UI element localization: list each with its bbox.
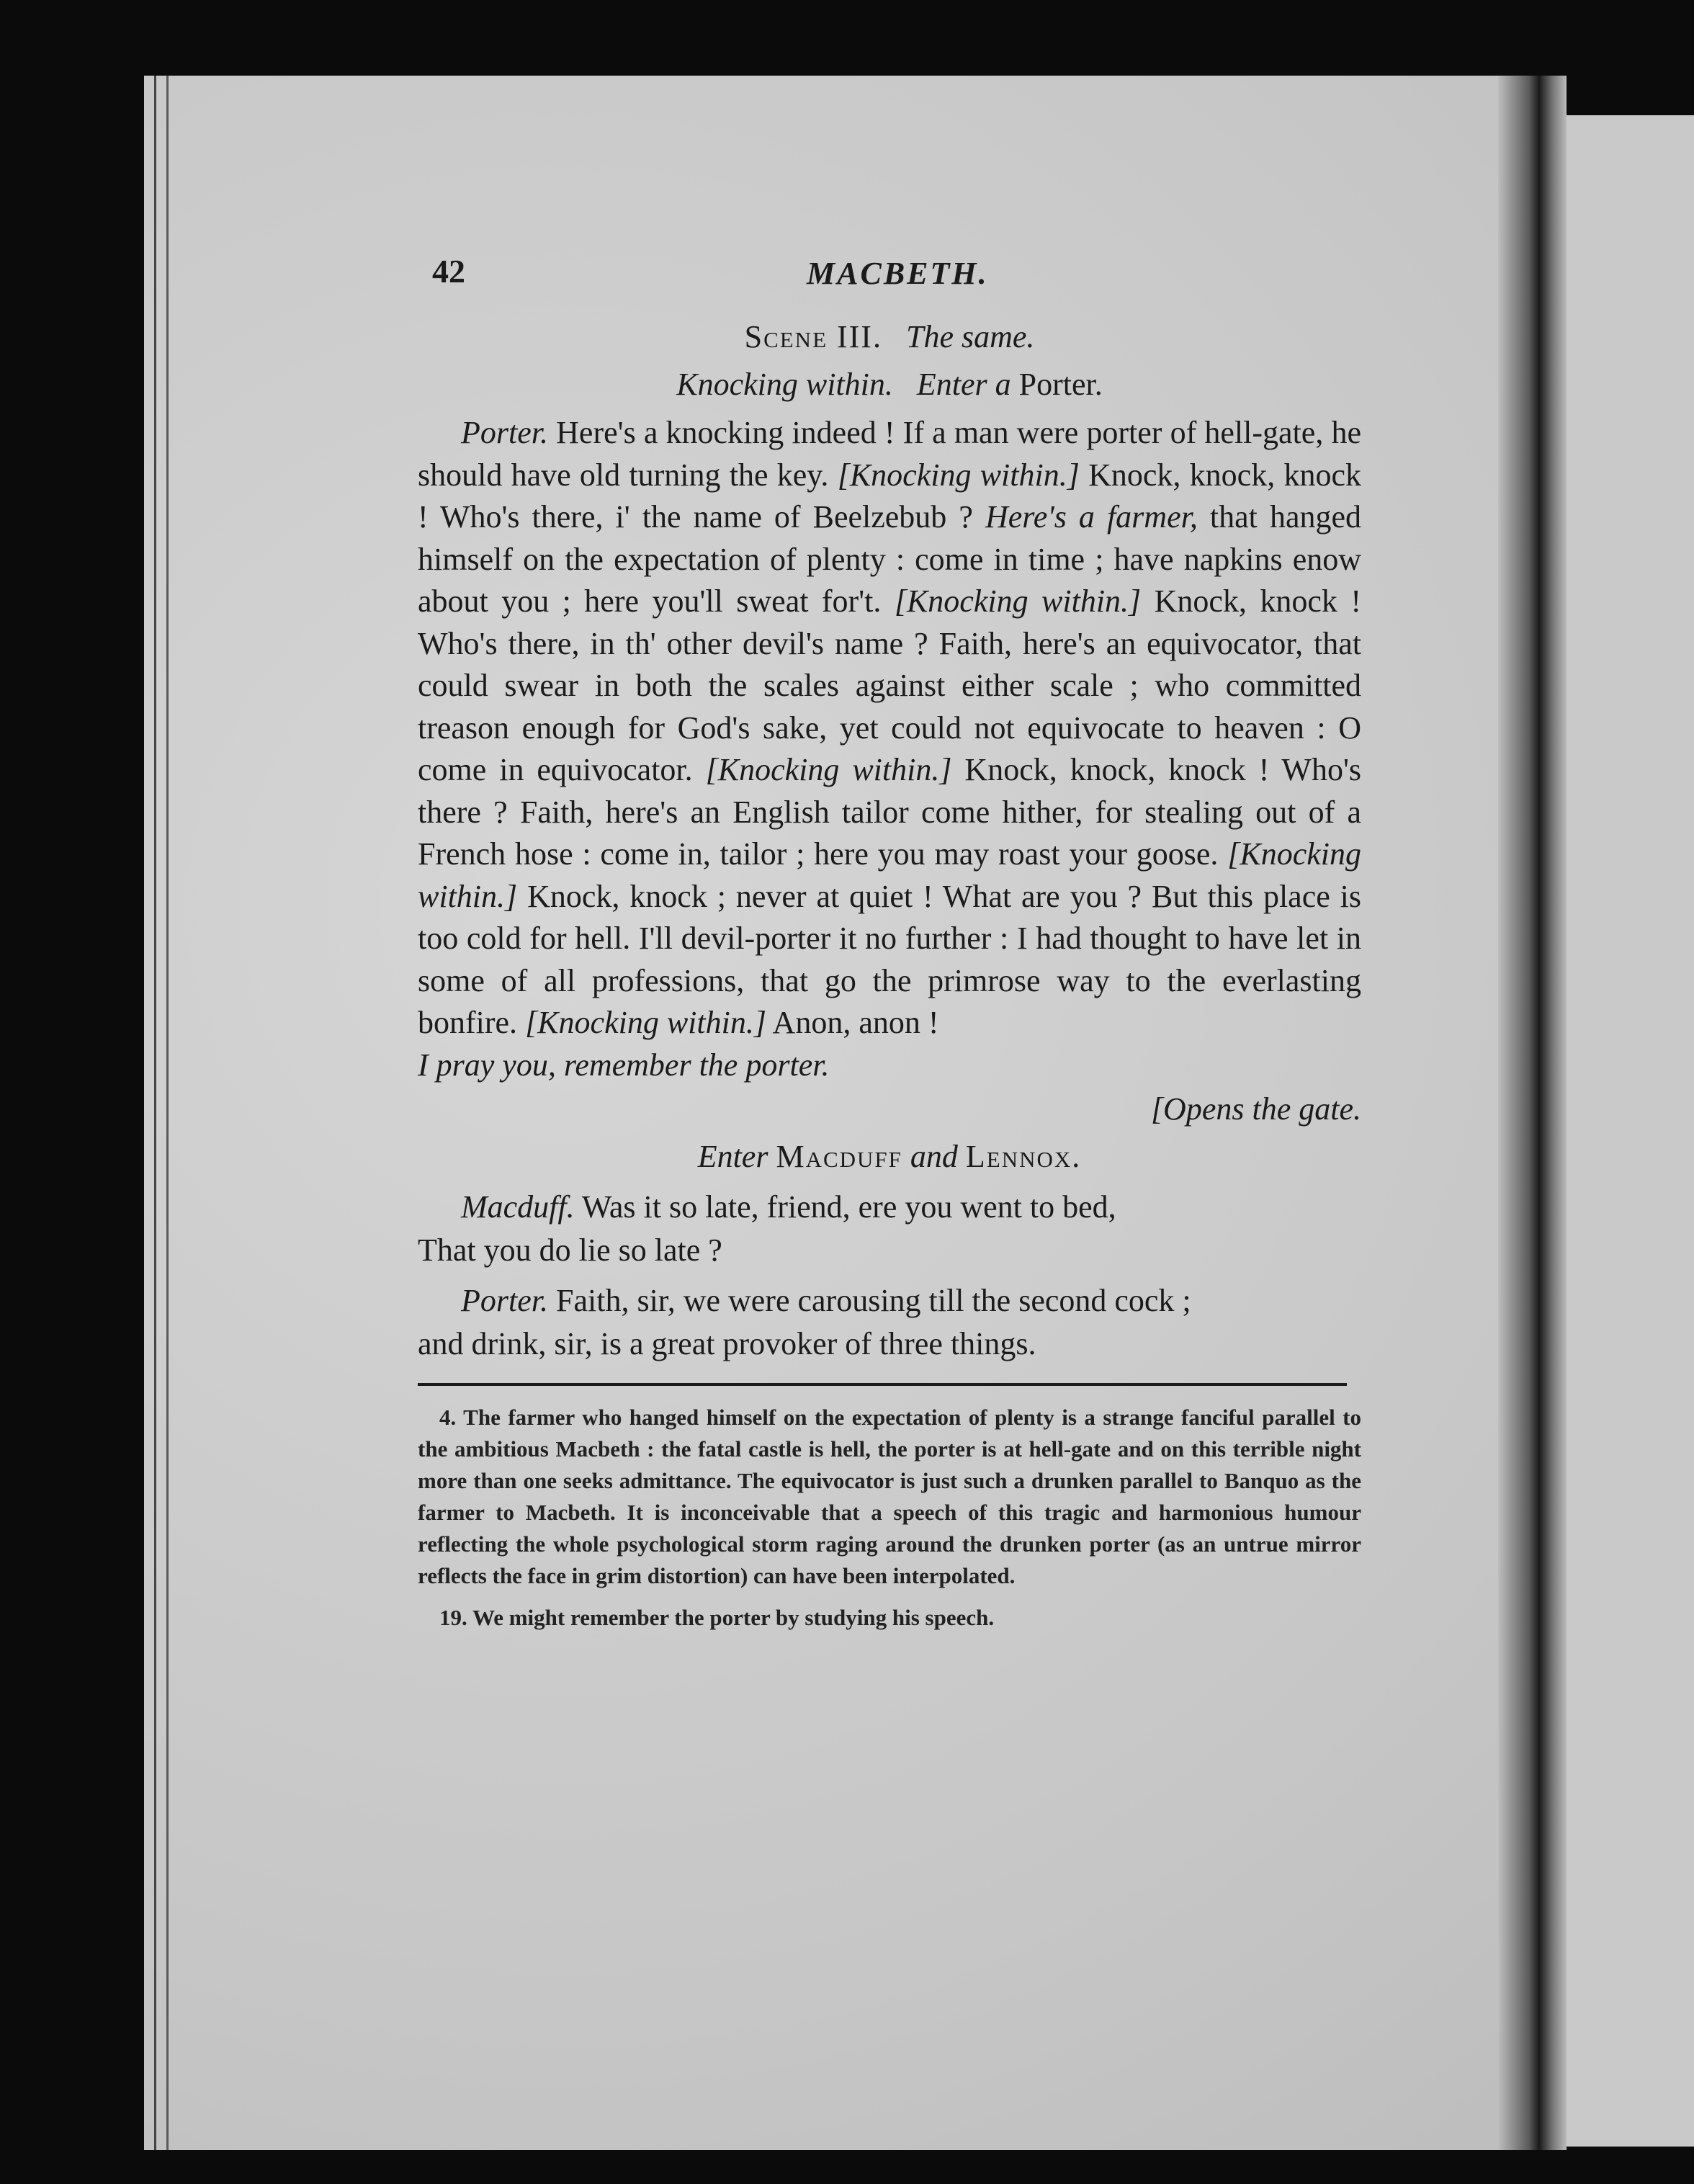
porter-reply [418,1279,1361,1366]
porter-speech [418,412,1361,1086]
page-edge-lines [154,76,169,2150]
verse-text: Was it so late, friend, ere you went to bed, [581,1189,1116,1225]
page-header [418,245,1361,310]
scene-place: The same. [905,319,1035,354]
speech-quote: I pray you, remember the porter. [418,1047,830,1083]
running-title: MACBETH. [807,256,989,291]
book-gutter [1498,76,1567,2150]
opens-gate-direction: [Opens the gate. [1150,1091,1361,1127]
verse-text: That you do lie so late ? [418,1232,722,1268]
facing-page-edge [1567,115,1694,2147]
page-text-block [418,245,1361,1644]
speech-text: Knock, knock ! Who's there, in th' other devil's name ? Faith, here's an equivocator, that could swear in both the scales against either scale ; who committed treason enough for God's sake, yet could not equivocate to heaven : O come in equivocator. [418,583,1361,787]
verse-line [418,1229,1361,1272]
speech-text: Anon, anon ! [772,1005,939,1040]
footnote-rule [418,1383,1347,1386]
porter-paragraph [418,412,1361,1086]
stage-enter: Enter a [916,367,1011,402]
speech-text: Here's a knocking indeed ! If a man were porter of hell-gate, he should have old turning the key. [418,415,1362,493]
speech-text: Knock, knock ; never at quiet ! What are you ? But this place is too cold for hell. I'll devil-porter it no further : I had thought to have let in some of all professions, that go the primrose way to the everlasting bonfire. [418,878,1362,1040]
speech-text: that hanged himself on the expectation of plenty : come in time ; have napkins enow about you ; here you'll sweat for't. [418,499,1362,619]
speaker-macduff: Macduff. [461,1189,575,1225]
enter-macduff-lennox [418,1135,1361,1178]
scene-number: Scene III. [744,319,882,354]
stage-character: Porter. [1018,367,1103,402]
speech-text: Knock, knock, knock ! Who's there, i' the name of Beelzebub ? [418,457,1361,534]
speaker-porter: Porter. [461,415,548,450]
stage-direction: [Knocking within.] [894,583,1142,619]
speech-text: Knock, knock, knock ! Who's there ? Faith, here's an English tailor come hither, for stealing out of a French hose : come in, tailor ; here you may roast your goose. [418,752,1362,872]
stage-direction: [Knocking within.] [525,1005,766,1040]
footnotes [418,1402,1361,1634]
character-lennox: Lennox. [965,1139,1082,1174]
page-number: 42 [432,253,465,290]
stage-direction: [Knocking within.] [837,457,1080,493]
character-macduff: Macduff [776,1139,902,1174]
prose-text: Faith, sir, we were carousing till the second cock ; [556,1283,1191,1318]
stage-and: and [910,1139,958,1174]
prose-line [418,1279,1361,1323]
speaker-porter: Porter. [461,1283,548,1318]
stage-direction: [Knocking within.] [418,836,1361,914]
stage-action: Knocking within. [676,367,893,402]
prose-text: and drink, sir, is a great provoker of three things. [418,1326,1036,1361]
opening-stage-direction [418,363,1361,406]
macduff-speech [418,1186,1361,1272]
footnote-19: 19. We might remember the porter by studying his speech. [439,1605,995,1630]
footnote-4: 4. The farmer who hanged himself on the expectation of plenty is a strange fanciful parallel to the ambitious Macbeth : the fatal castle is hell, the porter is at hell-gate and on this terrible night more than one seeks admittance. The equivocator is just such a drunken parallel to Banquo as the farmer to Macbeth. It is inconceivable that a speech of this tragic and harmonious humour reflecting the whole psychological storm raging around the drunken porter (as an untrue mirror reflects the face in grim distortion) can have been interpolated. [418,1405,1361,1588]
scene-heading [418,315,1361,359]
prose-line [418,1323,1361,1366]
verse-line [418,1186,1361,1229]
stage-direction: [Knocking within.] [705,752,952,787]
stage-enter: Enter [697,1139,768,1174]
speech-quote: Here's a farmer, [985,499,1198,534]
